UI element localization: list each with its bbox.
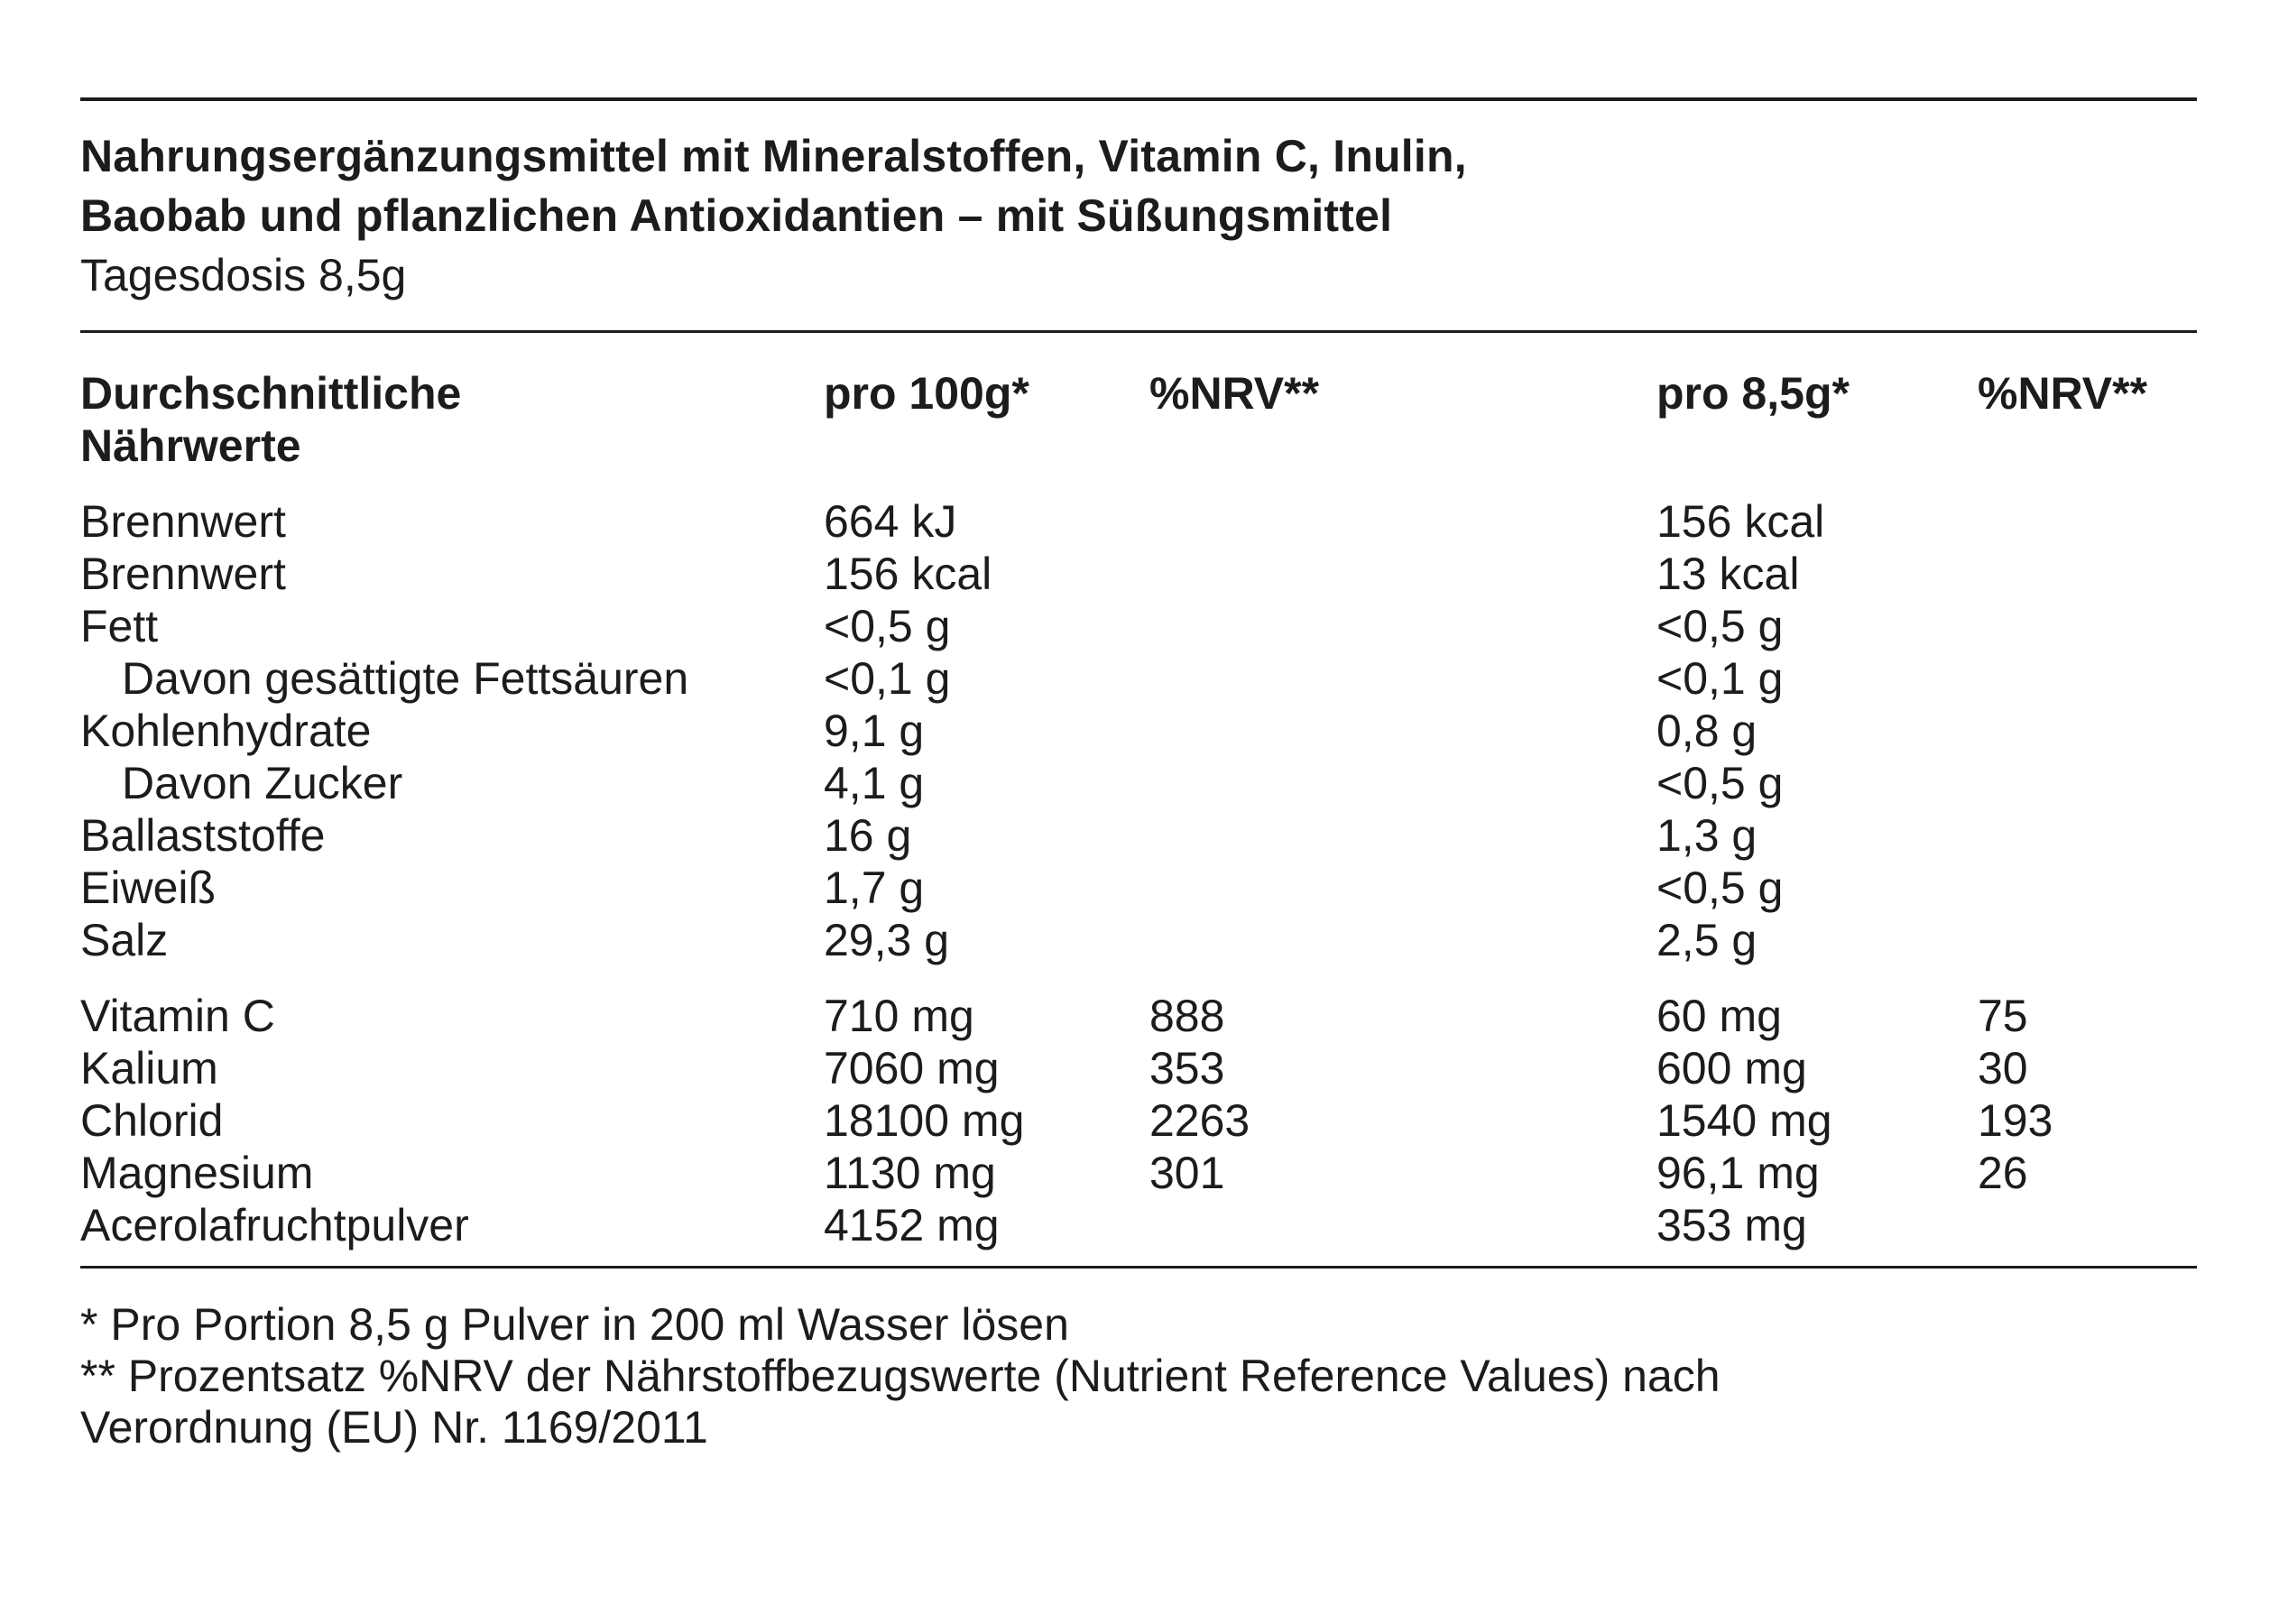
footnotes <box>80 1299 2197 1453</box>
table-row <box>80 1042 2197 1094</box>
value-per-100g: 4,1 g <box>824 758 925 808</box>
value-per-100g: 1,7 g <box>824 863 925 913</box>
value-per-portion: 1540 mg <box>1656 1095 1832 1146</box>
value-per-portion: 600 mg <box>1656 1043 1807 1093</box>
value-per-portion: <0,5 g <box>1656 758 1784 808</box>
value-per-portion: 0,8 g <box>1656 706 1758 756</box>
column-header-nrv-portion: %NRV** <box>1978 368 2148 419</box>
table-row <box>80 1199 2197 1251</box>
table-row <box>80 757 2197 809</box>
value-per-100g: 1130 mg <box>824 1148 996 1198</box>
nutrient-label: Ballaststoffe <box>80 810 326 861</box>
nutrient-label: Salz <box>80 915 169 965</box>
value-per-100g: 18100 mg <box>824 1095 1025 1146</box>
table-row <box>80 495 2197 548</box>
value-per-portion: <0,1 g <box>1656 653 1784 704</box>
value-per-portion: 13 kcal <box>1656 549 1800 599</box>
nutrient-label: Kohlenhydrate <box>80 706 372 756</box>
column-header-nutrients-line-2: Nährwerte <box>80 420 301 471</box>
table-row <box>80 705 2197 757</box>
nrv-per-portion: 193 <box>1978 1095 2053 1146</box>
column-header-nutrients-line-1: Durchschnittliche <box>80 368 462 419</box>
value-per-portion: 156 kcal <box>1656 496 1825 547</box>
value-per-100g: 156 kcal <box>824 549 992 599</box>
table-row <box>80 652 2197 705</box>
value-per-100g: 7060 mg <box>824 1043 1000 1093</box>
value-per-portion: 96,1 mg <box>1656 1148 1820 1198</box>
value-per-100g: <0,5 g <box>824 601 951 651</box>
table-row <box>80 862 2197 914</box>
nrv-per-portion: 30 <box>1978 1043 2028 1093</box>
divider-bottom <box>80 1266 2197 1269</box>
column-header-per-portion: pro 8,5g* <box>1656 368 1850 419</box>
table-section-micronutrients <box>80 990 2197 1251</box>
nutrient-label: Vitamin C <box>80 991 275 1041</box>
column-header-nutrients <box>80 367 824 472</box>
value-per-100g: 9,1 g <box>824 706 925 756</box>
nutrient-label: Brennwert <box>80 496 286 547</box>
value-per-100g: 4152 mg <box>824 1200 1000 1250</box>
value-per-portion: 1,3 g <box>1656 810 1758 861</box>
value-per-portion: <0,5 g <box>1656 601 1784 651</box>
value-per-100g: 710 mg <box>824 991 974 1041</box>
divider-top <box>80 97 2197 101</box>
nutrient-label: Kalium <box>80 1043 218 1093</box>
value-per-portion: <0,5 g <box>1656 863 1784 913</box>
nutrient-label: Acerolafruchtpulver <box>80 1200 469 1250</box>
nrv-per-100g: 353 <box>1149 1043 1225 1093</box>
footnote-line: Verordnung (EU) Nr. 1169/2011 <box>80 1402 708 1453</box>
nutrient-label: Brennwert <box>80 549 286 599</box>
footnote-line: ** Prozentsatz %NRV der Nährstoffbezugswerte (Nutrient Reference Values) nach <box>80 1351 1721 1401</box>
table-row <box>80 990 2197 1042</box>
table-row <box>80 600 2197 652</box>
nrv-per-portion: 75 <box>1978 991 2028 1041</box>
table-header-row <box>80 367 2197 472</box>
value-per-100g: 664 kJ <box>824 496 957 547</box>
nrv-per-portion: 26 <box>1978 1148 2028 1198</box>
value-per-100g: 16 g <box>824 810 912 861</box>
table-row <box>80 1094 2197 1147</box>
nrv-per-100g: 888 <box>1149 991 1225 1041</box>
table-row <box>80 1147 2197 1199</box>
table-section-macronutrients <box>80 495 2197 966</box>
page-title-line-1: Nahrungsergänzungsmittel mit Mineralstoffen, Vitamin C, Inulin, <box>80 131 1467 181</box>
divider-header <box>80 330 2197 333</box>
table-row <box>80 809 2197 862</box>
page-title-line-2: Baobab und pflanzlichen Antioxidantien – mit Süßungsmittel <box>80 190 1393 241</box>
value-per-portion: 353 mg <box>1656 1200 1807 1250</box>
value-per-100g: <0,1 g <box>824 653 951 704</box>
nutrition-label <box>80 97 2197 1453</box>
column-header-per-100g: pro 100g* <box>824 368 1029 419</box>
column-header-nrv-100g: %NRV** <box>1149 368 1320 419</box>
value-per-portion: 2,5 g <box>1656 915 1758 965</box>
nutrient-label: Chlorid <box>80 1095 224 1146</box>
daily-dose: Tagesdosis 8,5g <box>80 250 407 300</box>
label-header <box>80 126 2197 305</box>
value-per-100g: 29,3 g <box>824 915 950 965</box>
nutrient-label: Fett <box>80 601 159 651</box>
value-per-portion: 60 mg <box>1656 991 1782 1041</box>
nutrient-label: Magnesium <box>80 1148 314 1198</box>
table-row <box>80 914 2197 966</box>
nrv-per-100g: 2263 <box>1149 1095 1250 1146</box>
nrv-per-100g: 301 <box>1149 1148 1225 1198</box>
footnote-line: * Pro Portion 8,5 g Pulver in 200 ml Wasser lösen <box>80 1299 1069 1350</box>
nutrient-label: Eiweiß <box>80 863 217 913</box>
table-row <box>80 548 2197 600</box>
nutrient-label: Davon gesättigte Fettsäuren <box>122 653 689 704</box>
nutrient-label: Davon Zucker <box>122 758 403 808</box>
